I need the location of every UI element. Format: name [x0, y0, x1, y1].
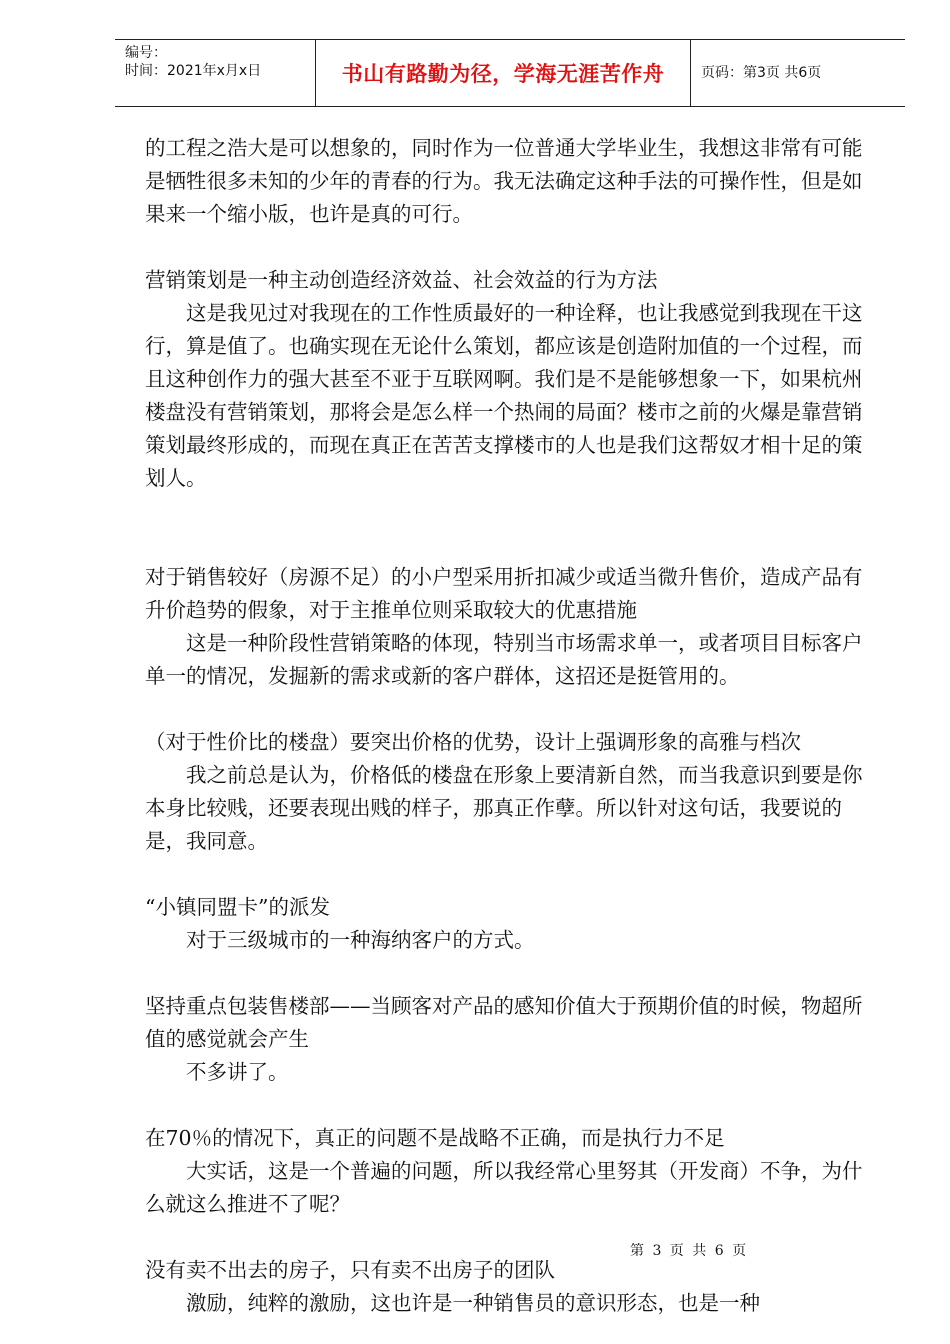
section-heading: 坚持重点包装售楼部——当顾客对产品的感知价值大于预期价值的时候，物超所值的感觉就会产生 — [145, 994, 863, 1051]
header-meta — [115, 40, 315, 106]
section-heading: 在70％的情况下，真正的问题不是战略不正确，而是执行力不足 — [145, 1126, 725, 1150]
body-paragraph: 我之前总是认为，价格低的楼盘在形象上要清新自然，而当我意识到要是你本身比较贱，还要表现出贱的样子，那真正作孽。所以针对这句话，我要说的是，我同意。 — [145, 763, 863, 853]
body-paragraph: 这是我见过对我现在的工作性质最好的一种诠释，也让我感觉到我现在干这行，算是值了。也确实现在无论什么策划，都应该是创造附加值的一个过程，而且这种创作力的强大甚至不亚于互联网啊。我们是不是能够想象一下，如果杭州楼盘没有营销策划，那将会是怎么样一个热闹的局面？楼市之前的火爆是靠营销策划最终形成的，而现在真正在苦苦支撑楼市的人也是我们这帮奴才相十足的策划人。 — [145, 301, 863, 490]
body-paragraph: 对于三级城市的一种海纳客户的方式。 — [186, 928, 535, 952]
section-heading: 对于销售较好（房源不足）的小户型采用折扣减少或适当微升售价，造成产品有升价趋势的假象，对于主推单位则采取较大的优惠措施 — [145, 565, 863, 622]
header-motto-cell — [315, 40, 691, 106]
body-paragraph: 这是一种阶段性营销策略的体现，特别当市场需求单一，或者项目目标客户单一的情况，发掘新的需求或新的客户群体，这招还是挺管用的。 — [145, 631, 863, 688]
section-heading: 营销策划是一种主动创造经济效益、社会效益的行为方法 — [145, 268, 658, 292]
page-footer: 第 3 页 共 6 页 — [630, 1243, 747, 1259]
body-paragraph: 的工程之浩大是可以想象的，同时作为一位普通大学毕业生，我想这非常有可能是牺牲很多未知的少年的青春的行为。我无法确定这种手法的可操作性，但是如果来一个缩小版，也许是真的可行。 — [145, 136, 863, 226]
header-page-info: 页码：第3页 共6页 — [701, 65, 822, 81]
page-header — [115, 39, 905, 107]
body-paragraph: 大实话，这是一个普遍的问题，所以我经常心里努其（开发商）不争，为什么就这么推进不了呢？ — [145, 1159, 863, 1216]
document-time: 时间：2021年x月x日 — [125, 63, 262, 79]
document-body — [145, 132, 865, 1320]
header-motto: 书山有路勤为径，学海无涯苦作舟 — [341, 61, 665, 86]
body-paragraph: 不多讲了。 — [186, 1060, 289, 1084]
document-number-label: 编号： — [125, 45, 167, 61]
section-heading: “小镇同盟卡”的派发 — [145, 895, 330, 919]
section-heading: 没有卖不出去的房子，只有卖不出房子的团队 — [145, 1258, 555, 1282]
body-paragraph: 激励，纯粹的激励，这也许是一种销售员的意识形态，也是一种 — [186, 1291, 760, 1315]
header-page-cell — [691, 40, 905, 106]
section-heading: （对于性价比的楼盘）要突出价格的优势，设计上强调形象的高雅与档次 — [145, 730, 801, 754]
